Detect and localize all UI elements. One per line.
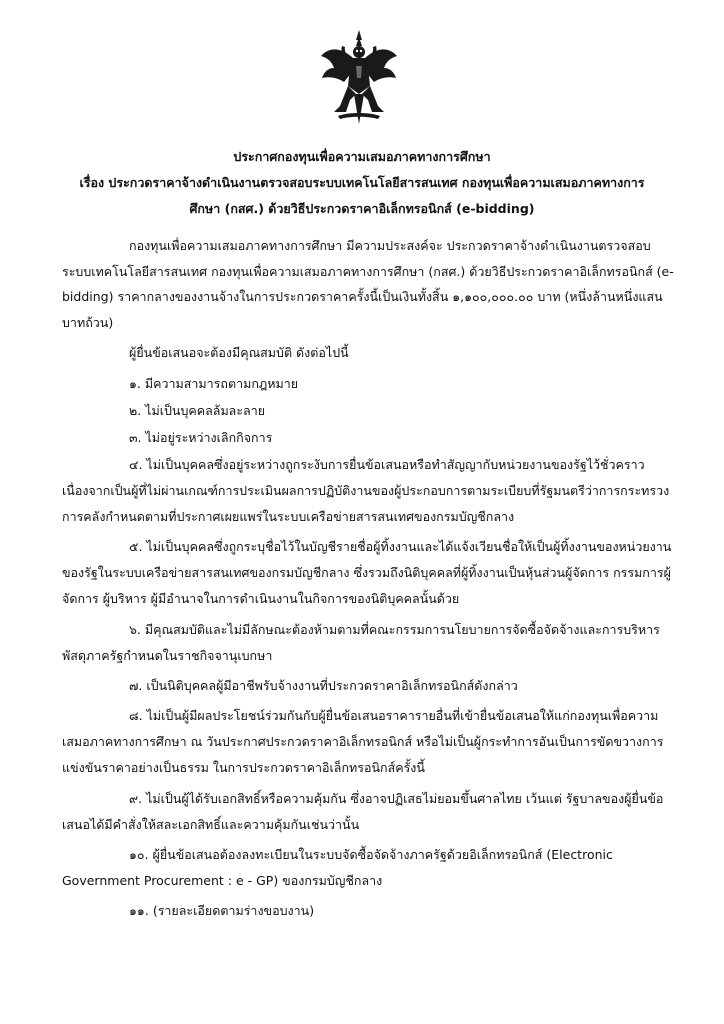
intro-line-3: bidding) ราคากลางของงานจ้างในการประกวดราคาครั้งนี้เป็นเงินทั้งสิ้น ๑,๑๐๐,๐๐๐.๐๐ บาท (หนึ่งล้านหนึ่งแสน [62,289,663,304]
header-line-1: ประกาศกองทุนเพื่อความเสมอภาคทางการศึกษา [233,149,491,164]
qualification-item-4-line-3: การคลังกำหนดตามที่ประกาศเผยแพร่ในระบบเครือข่ายสารสนเทศของกรมบัญชีกลาง [62,509,515,524]
qualification-heading: ผู้ยื่นข้อเสนอจะต้องมีคุณสมบัติ ดังต่อไปนี้ [129,345,349,360]
qualification-item-8-line-2: เสมอภาคทางการศึกษา ณ วันประกาศประกวดราคาอิเล็กทรอนิกส์ หรือไม่เป็นผู้กระทำการอันเป็นการขัดขวางการ [62,734,664,749]
intro-line-2: ระบบเทคโนโลยีสารสนเทศ กองทุนเพื่อความเสมอภาคทางการศึกษา (กสศ.) ด้วยวิธีประกวดราคาอิเล็กทรอนิกส์ (e- [62,264,674,279]
qualification-item-10-line-2: Government Procurement : e - GP) ของกรมบัญชีกลาง [62,873,383,888]
qualification-item-4-line-2: เนื่องจากเป็นผู้ที่ไม่ผ่านเกณฑ์การประเมินผลการปฏิบัติงานของผู้ประกอบการตามระเบียบที่รัฐมนตรีว่าการกระทรวง [62,483,670,498]
qualification-item-4-line-1: ๔. ไม่เป็นบุคคลซึ่งอยู่ระหว่างถูกระงับการยื่นข้อเสนอหรือทำสัญญากับหน่วยงานของรัฐไว้ชั่วคราว [129,457,645,472]
qualification-item-6-line-1: ๖. มีคุณสมบัติและไม่มีลักษณะต้องห้ามตามที่คณะกรรมการนโยบายการจัดซื้อจัดจ้างและการบริหาร [129,622,660,637]
qualification-item-9-line-1: ๙. ไม่เป็นผู้ได้รับเอกสิทธิ์หรือความคุ้มกัน ซึ่งอาจปฏิเสธไม่ยอมขึ้นศาลไทย เว้นแต่ รัฐบาลของผู้ยื่นข้อ [129,791,664,806]
qualification-item-8-line-3: แข่งขันราคาอย่างเป็นธรรม ในการประกวดราคาอิเล็กทรอนิกส์ครั้งนี้ [62,760,425,775]
qualification-item-9-line-2: เสนอได้มีคำสั่งให้สละเอกสิทธิ์และความคุ้มกันเช่นว่านั้น [62,817,360,832]
qualification-item-2: ๒. ไม่เป็นบุคคลล้มละลาย [129,403,266,418]
qualification-item-5-line-1: ๕. ไม่เป็นบุคคลซึ่งถูกระบุชื่อไว้ในบัญชีรายชื่อผู้ทิ้งงานและได้แจ้งเวียนชื่อให้เป็นผู้ทิ้งงานของหน่วยงาน [129,539,672,554]
qualification-item-5-line-3: จัดการ ผู้บริหาร ผู้มีอำนาจในการดำเนินงานในกิจการของนิติบุคคลนั้นด้วย [62,591,460,606]
header-line-2: เรื่อง ประกวดราคาจ้างดำเนินงานตรวจสอบระบบเทคโนโลยีสารสนเทศ กองทุนเพื่อความเสมอภาคทางการ [79,175,645,190]
intro-line-4: บาทถ้วน) [62,315,114,330]
header-line-3: ศึกษา (กสศ.) ด้วยวิธีประกวดราคาอิเล็กทรอนิกส์ (e-bidding) [189,201,535,216]
qualification-item-10-line-1: ๑๐. ผู้ยื่นข้อเสนอต้องลงทะเบียนในระบบจัดซื้อจัดจ้างภาครัฐด้วยอิเล็กทรอนิกส์ (Electronic [129,847,613,862]
intro-line-1: กองทุนเพื่อความเสมอภาคทางการศึกษา มีความประสงค์จะ ประกวดราคาจ้างดำเนินงานตรวจสอบ [129,238,651,253]
qualification-item-6-line-2: พัสดุภาครัฐกำหนดในราชกิจจานุเบกษา [62,648,273,663]
qualification-item-3: ๓. ไม่อยู่ระหว่างเลิกกิจการ [129,430,273,445]
qualification-item-11: ๑๑. (รายละเอียดตามร่างขอบงาน) [129,903,315,918]
qualification-item-7: ๗. เป็นนิติบุคคลผู้มีอาชีพรับจ้างงานที่ประกวดราคาอิเล็กทรอนิกส์ดังกล่าว [129,678,518,693]
qualification-item-1: ๑. มีความสามารถตามกฎหมาย [129,376,299,391]
qualification-item-8-line-1: ๘. ไม่เป็นผู้มีผลประโยชน์ร่วมกันกับผู้ยื่นข้อเสนอราคารายอื่นที่เข้ายื่นข้อเสนอให้แก่กองทุนเพื่อความ [129,708,659,723]
garuda-emblem-icon [318,28,400,128]
qualification-item-5-line-2: ของรัฐในระบบเครือข่ายสารสนเทศของกรมบัญชีกลาง ซึ่งรวมถึงนิติบุคคลที่ผู้ทิ้งงานเป็นหุ้นส่วนผู้จัดการ กรรมการผู้ [62,565,671,580]
